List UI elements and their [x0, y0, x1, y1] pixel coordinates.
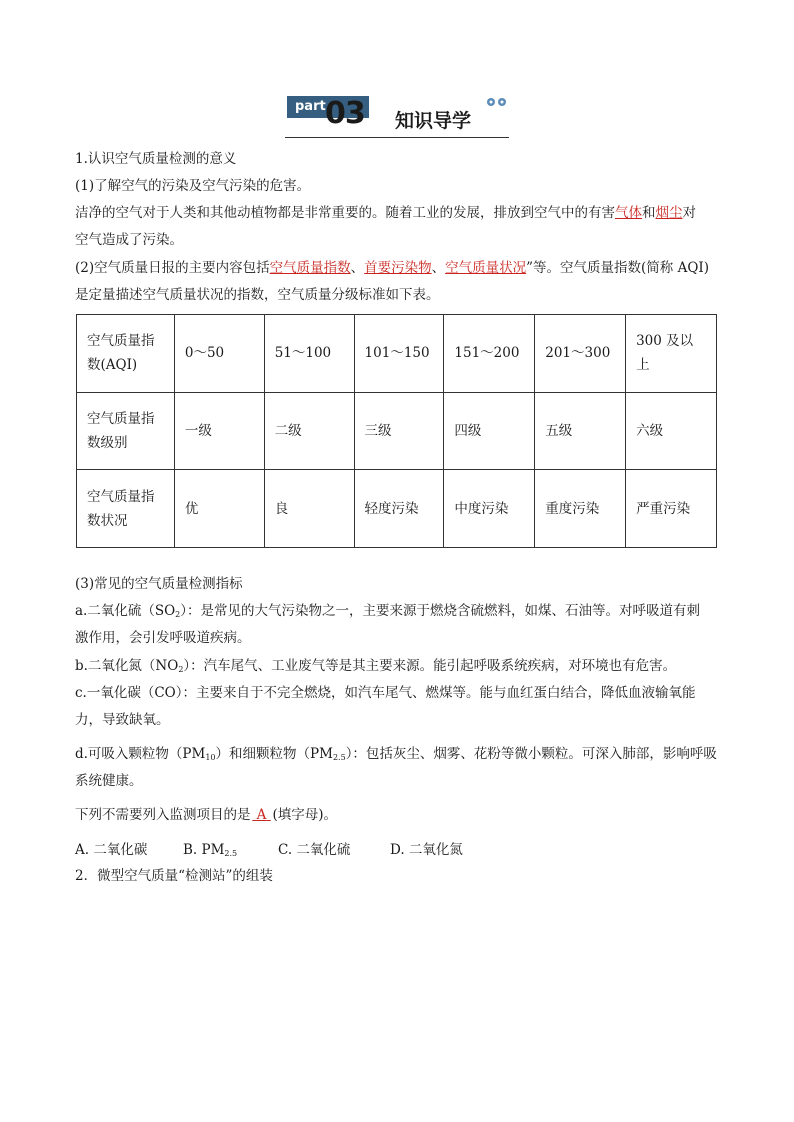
table-cell: 空气质量指数级别	[77, 392, 175, 470]
table-cell: 51～100	[264, 315, 354, 393]
table-cell: 一级	[174, 392, 264, 470]
table-cell: 101～150	[354, 315, 444, 393]
table-row	[77, 392, 717, 470]
table-cell: 201～300	[535, 315, 626, 393]
fill-blank: 首要污染物	[364, 260, 432, 276]
indicator-c-line1: c.一氧化碳（CO）：主要来自于不完全燃烧，如汽车尾气、燃煤等。能与血红蛋白结合，降低血液输氧能	[75, 685, 696, 701]
table-cell: 三级	[354, 392, 444, 470]
answer-blank: A	[256, 807, 267, 823]
table-cell: 优	[174, 470, 264, 548]
table-cell: 重度污染	[535, 470, 626, 548]
table-row	[77, 315, 717, 393]
p1-line1: 洁净的空气对于人类和其他动植物都是非常重要的。随着工业的发展，排放到空气中的有害气体和烟尘对	[75, 205, 696, 221]
table-cell: 151～200	[444, 315, 535, 393]
table-cell: 轻度污染	[354, 470, 444, 548]
table-cell: 六级	[626, 392, 717, 470]
indicators-heading: (3)常见的空气质量检测指标	[75, 576, 243, 592]
indicator-d-line1: d.可吸入颗粒物$(PM_{10})$和细颗粒物$(PM_{2.5})$：包括灰尘、烟雾、花粉等微小颗粒。可深入肺部，影响呼吸	[75, 746, 717, 762]
table-cell: 二级	[264, 392, 354, 470]
fill-blank: 烟尘	[655, 205, 683, 221]
option-b: B. $PM_{2.5}$	[183, 842, 238, 858]
table-row	[77, 470, 717, 548]
option-a: A. 二氧化碳	[75, 842, 148, 858]
table-cell: 四级	[444, 392, 535, 470]
table-cell: 300 及以上	[626, 315, 717, 393]
table-cell: 空气质量指数状况	[77, 470, 175, 548]
fill-blank: 空气质量指数	[269, 260, 351, 276]
fill-blank: 气体	[615, 205, 642, 221]
indicator-c-line2: 力，导致缺氧。	[75, 712, 170, 728]
intro-heading: 1.认识空气质量检测的意义	[75, 151, 237, 167]
table-cell: 空气质量指数(AQI)	[77, 315, 175, 393]
table-cell: 严重污染	[626, 470, 717, 548]
p1-line2: 空气造成了污染。	[75, 232, 183, 248]
option-d: D. 二氧化氮	[390, 842, 463, 858]
double-dot-icon	[486, 96, 508, 108]
question-stem: 下列不需要列入监测项目的是 A (填字母)。	[75, 807, 338, 823]
p2-line2: 是定量描述空气质量状况的指数，空气质量分级标准如下表。	[75, 287, 440, 303]
p2-line1: (2)空气质量日报的主要内容包括空气质量指数、首要污染物、空气质量状况”等。空气质量指数(简称 AQI)	[75, 260, 710, 276]
indicator-a-line1: a.二氧化硫$(SO_2)$：是常见的大气污染物之一，主要来源于燃烧含硫燃料，如煤、石油等。对呼吸道有刺	[75, 603, 700, 619]
indicator-b: b.二氧化氮$(NO_2)$：汽车尾气、工业废气等是其主要来源。能引起呼吸系统疾病，对环境也有危害。	[75, 658, 677, 674]
header-rule	[285, 137, 509, 138]
indicator-a-line2: 激作用，会引发呼吸道疾病。	[75, 630, 251, 646]
section-header	[285, 92, 509, 138]
option-c: C. 二氧化硫	[278, 842, 351, 858]
part-number: 03	[325, 96, 365, 131]
section2-heading: 2．微型空气质量“检测站”的组装	[75, 868, 273, 884]
table-cell: 良	[264, 470, 354, 548]
part-label: part.	[287, 96, 369, 118]
table-cell: 五级	[535, 392, 626, 470]
table-cell: 中度污染	[444, 470, 535, 548]
p1-label: (1)了解空气的污染及空气污染的危害。	[75, 178, 311, 194]
table-cell: 0～50	[174, 315, 264, 393]
aqi-table	[76, 314, 717, 548]
indicator-d-line2: 系统健康。	[75, 773, 143, 789]
fill-blank: 空气质量状况	[445, 260, 527, 276]
section-title: 知识导学	[395, 110, 472, 132]
